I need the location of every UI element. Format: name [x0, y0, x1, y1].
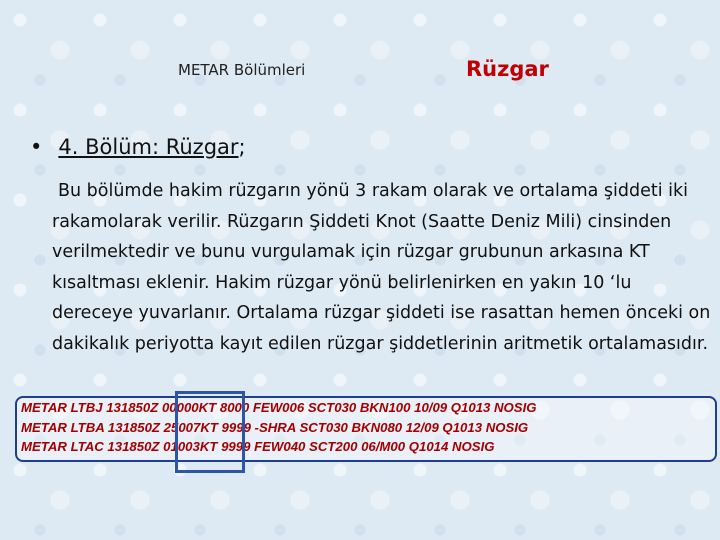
bullet-suffix: ; — [238, 135, 246, 159]
metar-line-ltac: METAR LTAC 131850Z 01003KT 9999 FEW040 SCT200 06/M00 Q1014 NOSIG — [21, 439, 495, 454]
section-label: METAR Bölümleri — [178, 61, 306, 79]
metar-line-ltba: METAR LTBA 131850Z 25007KT 9999 -SHRA SCT030 BKN080 12/09 Q1013 NOSIG — [21, 419, 529, 435]
metar-examples — [21, 398, 537, 457]
wind-group-highlight — [175, 391, 245, 473]
bullet-title: 4. Bölüm: Rüzgar — [58, 135, 239, 159]
metar-line-ltbj: METAR LTBJ 131850Z 00000KT 8000 FEW006 SCT030 BKN100 10/09 Q1013 NOSIG — [21, 400, 537, 415]
bullet-heading — [30, 135, 246, 159]
body-paragraph: Bu bölümde hakim rüzgarın yönü 3 rakam olarak ve ortalama şiddeti iki rakamolarak verilir. Rüzgarın Şiddeti Knot (Saatte Deniz Mili) cinsinden verilmektedir ve bunu vurgulamak için rüzgar grubunun arkasına KT kısaltması eklenir. Hakim rüzgar yönü belirlenirken en yakın 10 ‘lu dereceye yuvarlanır. Ortalama rüzgar şiddeti ise rasattan hemen önceki on dakikalık periyotta kayıt edilen rüzgar şiddetlerinin aritmetik ortalamasıdır. — [52, 181, 711, 354]
bullet-marker: • — [30, 135, 43, 159]
slide-title: Rüzgar — [466, 57, 549, 81]
